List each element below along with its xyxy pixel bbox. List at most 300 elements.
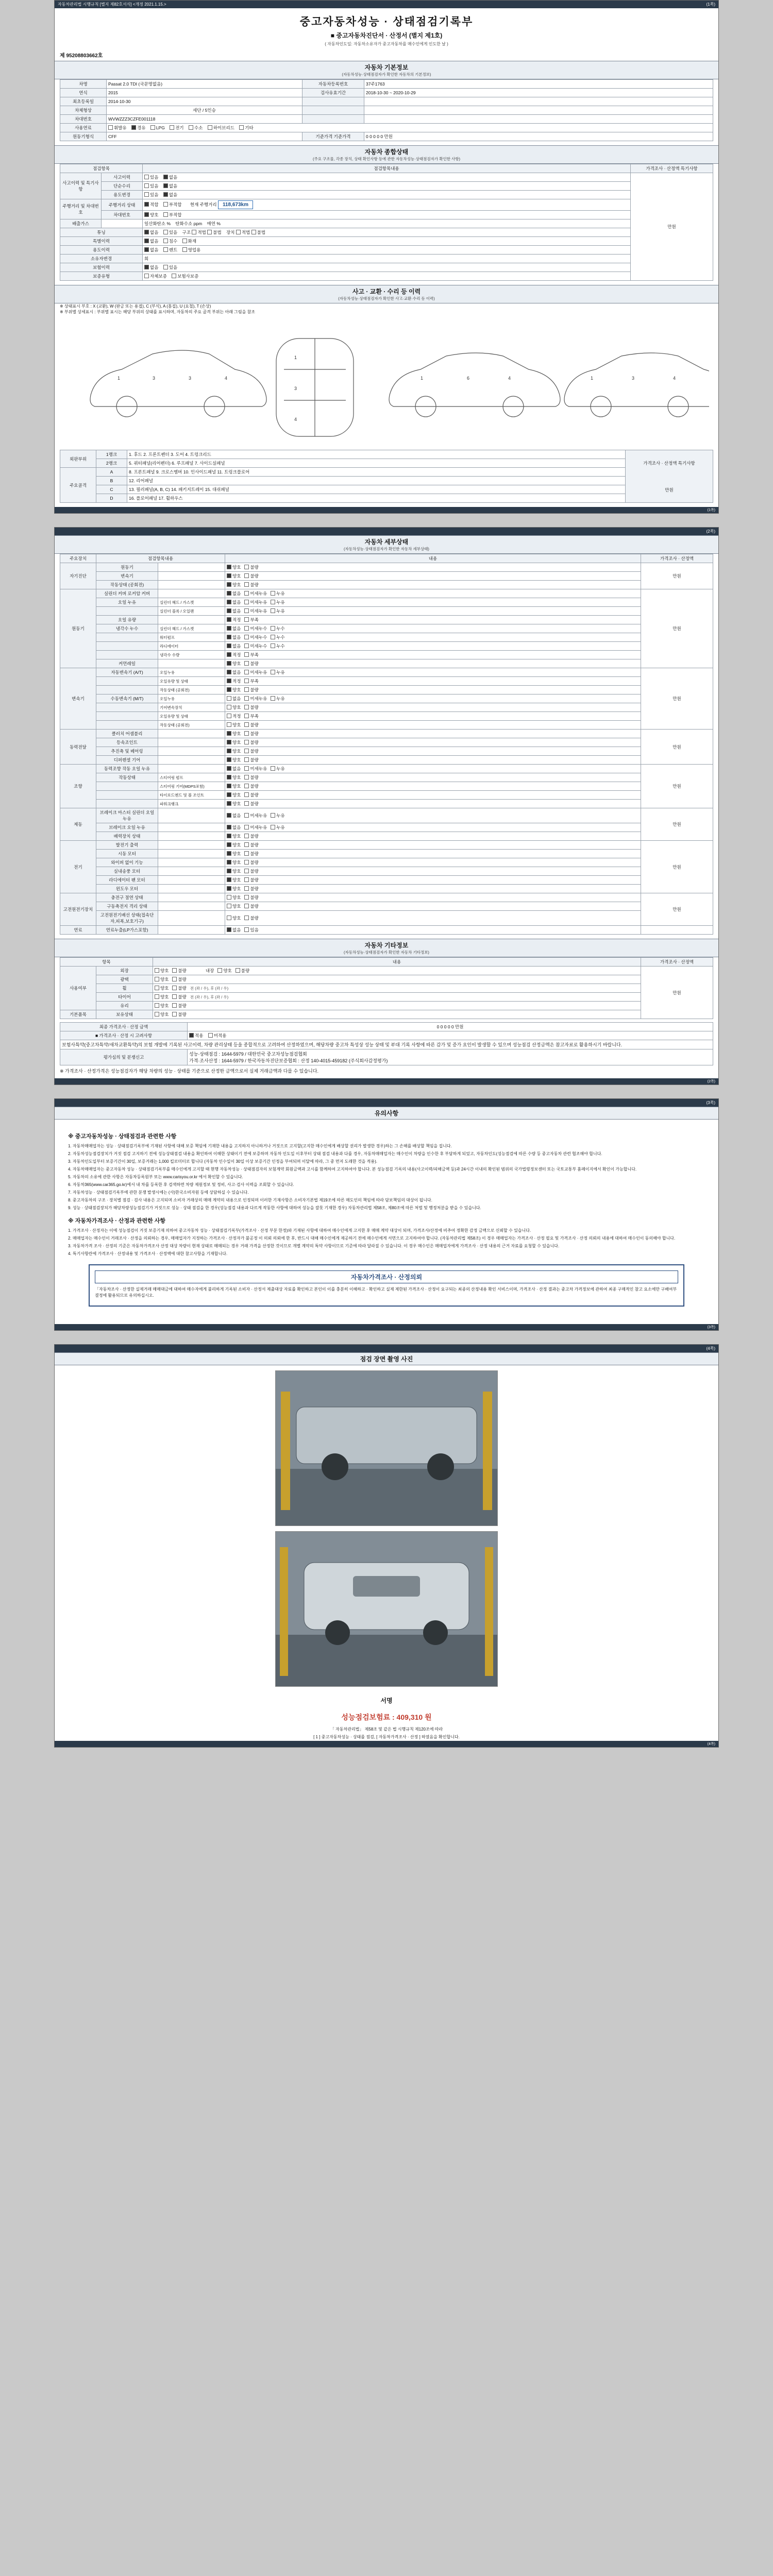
checkbox-icon[interactable] [131,125,136,130]
option-미세누유[interactable] [244,812,267,819]
checkbox-icon[interactable] [227,600,231,604]
checkbox-icon[interactable] [251,230,256,234]
checkbox-icon[interactable] [172,274,176,278]
use-rental[interactable] [163,247,177,253]
option-불량[interactable] [244,687,258,693]
option-양호[interactable] [227,757,241,763]
checkbox-icon[interactable] [244,813,249,818]
checkbox-icon[interactable] [227,801,231,806]
option-없음[interactable] [227,590,241,597]
option-불량[interactable] [244,573,258,579]
option-누유[interactable] [271,669,284,675]
detail-item-options [225,782,641,791]
option-없음[interactable] [227,824,241,831]
checkbox-icon[interactable] [244,687,249,692]
fuel-option-0[interactable] [108,125,127,131]
checkbox-icon[interactable] [208,1033,213,1038]
use-none[interactable] [144,247,158,253]
option-누수[interactable] [271,625,284,632]
checkbox-icon[interactable] [271,643,275,648]
checkbox-icon[interactable] [144,202,149,207]
tuning-device[interactable] [226,229,265,235]
option-없음[interactable] [227,608,241,614]
checkbox-icon[interactable] [189,125,193,130]
checkbox-icon[interactable] [244,904,249,908]
option-불량[interactable] [244,748,258,754]
option-없음[interactable] [227,696,241,702]
option-누유[interactable] [271,590,284,597]
option-양호[interactable] [227,886,241,892]
checkbox-icon[interactable] [244,792,249,797]
option-누수[interactable] [271,634,284,640]
option-불량[interactable] [244,877,258,883]
checkbox-icon[interactable] [227,670,231,674]
option-미세누수[interactable] [244,634,267,640]
option-불량[interactable] [244,833,258,839]
checkbox-icon[interactable] [227,722,231,727]
option-없음[interactable] [227,669,241,675]
checkbox-icon[interactable] [227,740,231,744]
option-양호[interactable] [227,722,241,728]
option-양호[interactable] [227,833,241,839]
checkbox-icon[interactable] [244,600,249,604]
checkbox-icon[interactable] [227,825,231,829]
checkbox-icon[interactable] [227,687,231,692]
option-없음[interactable] [227,625,241,632]
insurance-none[interactable] [144,264,158,270]
option-부족[interactable] [244,713,258,719]
checkbox-icon[interactable] [192,230,196,234]
checkbox-icon[interactable] [227,792,231,797]
checkbox-icon[interactable] [227,877,231,882]
checkbox-icon[interactable] [244,877,249,882]
option-불량[interactable] [244,783,258,789]
option-누유[interactable] [271,599,284,605]
price-survey-applied[interactable] [189,1032,203,1039]
checkbox-icon[interactable] [244,927,249,932]
option-불량[interactable] [172,968,186,974]
option-양호[interactable] [227,783,241,789]
option-없음[interactable] [227,812,241,819]
checkbox-icon[interactable] [244,582,249,587]
option-적정[interactable] [227,652,241,658]
checkbox-icon[interactable] [244,565,249,569]
checkbox-icon[interactable] [244,869,249,873]
option-양호[interactable] [155,968,169,974]
option-label: 양호 [232,842,241,848]
checkbox-icon[interactable] [227,775,231,779]
checkbox-icon[interactable] [144,175,149,179]
option-미세누유[interactable] [244,590,267,597]
option-불량[interactable] [244,722,258,728]
checkbox-icon[interactable] [271,608,275,613]
col-header-3: 가격조사 · 산정액 특기사항 [631,164,713,173]
checkbox-icon[interactable] [227,886,231,891]
warranty-self[interactable] [144,273,167,279]
checkbox-icon[interactable] [244,851,249,856]
option-적정[interactable] [227,617,241,623]
use-commercial[interactable] [182,247,201,253]
checkbox-icon[interactable] [227,696,231,701]
option-양호[interactable] [227,748,241,754]
checkbox-icon[interactable] [236,230,241,234]
option-부족[interactable] [244,678,258,684]
checkbox-icon[interactable] [244,705,249,709]
etc-table [60,957,713,1019]
option-불량[interactable] [244,704,258,710]
checkbox-icon[interactable] [144,212,149,217]
checkbox-icon[interactable] [227,834,231,838]
checkbox-icon[interactable] [182,247,187,252]
accident-legend-2: ※ 부위별 상세표시 : 부위별 표시는 해당 부위의 상태를 표시하며, 자동차의 주요 골격 부위는 아래 그림을 참조 [60,310,256,314]
option-누유[interactable] [271,766,284,772]
checkbox-icon[interactable] [227,749,231,753]
checkbox-icon[interactable] [271,696,275,701]
detail-item-sublabel: 타이로드엔드 및 볼 조인트 [158,791,225,800]
checkbox-icon[interactable] [217,968,222,973]
option-ng[interactable] [163,212,182,218]
option-양호[interactable] [217,968,231,974]
tuning-structure[interactable] [182,229,222,235]
checkbox-icon[interactable] [172,986,177,990]
option-불량[interactable] [244,851,258,857]
option-불량[interactable] [244,859,258,866]
option-불량[interactable] [172,985,186,991]
option-있음[interactable] [244,927,258,933]
checkbox-icon[interactable] [227,705,231,709]
checkbox-icon[interactable] [144,230,149,234]
checkbox-icon[interactable] [244,635,249,639]
option-불량[interactable] [244,894,258,901]
checkbox-icon[interactable] [172,994,177,999]
option-ng[interactable] [163,201,182,208]
option-양호[interactable] [227,660,241,667]
checkbox-icon[interactable] [271,591,275,596]
checkbox-icon[interactable] [244,608,249,613]
checkbox-icon[interactable] [144,265,149,269]
checkbox-icon[interactable] [244,860,249,865]
option-양호[interactable] [155,1003,169,1009]
option-불량[interactable] [244,801,258,807]
checkbox-icon[interactable] [227,652,231,657]
checkbox-icon[interactable] [170,125,174,130]
checkbox-icon[interactable] [155,1003,159,1008]
option-누수[interactable] [271,643,284,649]
notice-section-2-title: ※ 자동차가격조사 · 산정과 관련한 사항 [68,1218,166,1224]
option-양호[interactable] [227,851,241,857]
option-미세누유[interactable] [244,696,267,702]
checkbox-icon[interactable] [144,239,149,243]
checkbox-icon[interactable] [227,757,231,762]
checkbox-icon[interactable] [244,886,249,891]
checkbox-icon[interactable] [108,125,113,130]
option-불량[interactable] [172,994,186,1000]
option-미세누수[interactable] [244,625,267,632]
option-불량[interactable] [244,757,258,763]
option-yes[interactable] [144,174,158,180]
checkbox-icon[interactable] [227,895,231,900]
option-불량[interactable] [244,792,258,798]
checkbox-icon[interactable] [227,904,231,908]
checkbox-icon[interactable] [227,842,231,847]
option-양호[interactable] [227,564,241,570]
checkbox-icon[interactable] [271,626,275,631]
checkbox-icon[interactable] [244,895,249,900]
fuel-option-3[interactable] [170,125,183,131]
checkbox-icon[interactable] [244,801,249,806]
option-미세누수[interactable] [244,643,267,649]
checkbox-icon[interactable] [244,696,249,701]
option-미세누유[interactable] [244,824,267,831]
checkbox-icon[interactable] [244,740,249,744]
checkbox-icon[interactable] [227,766,231,771]
option-양호[interactable] [155,1011,169,1018]
option-불량[interactable] [172,1003,186,1009]
checkbox-icon[interactable] [236,968,240,973]
checkbox-icon[interactable] [144,192,149,197]
option-양호[interactable] [227,894,241,901]
checkbox-icon[interactable] [244,626,249,631]
checkbox-icon[interactable] [271,766,275,771]
checkbox-icon[interactable] [163,183,168,188]
checkbox-icon[interactable] [144,274,149,278]
checkbox-icon[interactable] [227,813,231,818]
checkbox-icon[interactable] [208,125,212,130]
option-미세누유[interactable] [244,599,267,605]
checkbox-icon[interactable] [271,670,275,674]
option-ok[interactable] [144,201,158,208]
checkbox-icon[interactable] [227,617,231,622]
checkbox-icon[interactable] [163,239,168,243]
option-불량[interactable] [244,915,258,921]
checkbox-icon[interactable] [227,731,231,736]
checkbox-icon[interactable] [182,239,187,243]
option-없음[interactable] [227,599,241,605]
checkbox-icon[interactable] [227,784,231,788]
checkbox-icon[interactable] [227,869,231,873]
checkbox-icon[interactable] [244,679,249,683]
fuel-option-6[interactable] [239,125,253,131]
checkbox-icon[interactable] [244,591,249,596]
option-양호[interactable] [227,842,241,848]
fuel-option-1[interactable] [131,125,145,131]
option-불량[interactable] [244,886,258,892]
option-미세누유[interactable] [244,608,267,614]
option-불량[interactable] [244,774,258,781]
option-불량[interactable] [236,968,249,974]
option-양호[interactable] [227,704,241,710]
checkbox-icon[interactable] [227,643,231,648]
checkbox-icon[interactable] [244,573,249,578]
checkbox-icon[interactable] [227,565,231,569]
checkbox-icon[interactable] [155,977,159,981]
option-양호[interactable] [227,573,241,579]
option-없음[interactable] [227,766,241,772]
checkbox-icon[interactable] [244,652,249,657]
insurance-yes[interactable] [163,264,177,270]
option-불량[interactable] [244,660,258,667]
option-불량[interactable] [244,739,258,745]
group-label: 용도이력 [60,246,143,255]
option-양호[interactable] [227,792,241,798]
option-양호[interactable] [155,976,169,982]
option-누유[interactable] [271,812,284,819]
warranty-insurer[interactable] [172,273,198,279]
option-누유[interactable] [271,824,284,831]
option-no[interactable] [163,192,177,198]
option-양호[interactable] [227,915,241,921]
option-양호[interactable] [227,801,241,807]
option-미세누유[interactable] [244,669,267,675]
option-label: 적정 [232,714,241,719]
checkbox-icon[interactable] [163,175,168,179]
checkbox-icon[interactable] [189,1033,194,1038]
option-label: 없음 [232,635,241,640]
checkbox-icon[interactable] [172,1012,177,1016]
checkbox-icon[interactable] [172,968,177,973]
checkbox-icon[interactable] [227,635,231,639]
checkbox-icon[interactable] [244,784,249,788]
checkbox-icon[interactable] [244,670,249,674]
option-누유[interactable] [271,696,284,702]
special-none[interactable] [144,238,158,244]
option-no[interactable] [163,174,177,180]
option-없음[interactable] [227,643,241,649]
checkbox-icon[interactable] [144,247,149,252]
option-yes[interactable] [144,192,158,198]
option-양호[interactable] [227,687,241,693]
checkbox-icon[interactable] [244,834,249,838]
checkbox-icon[interactable] [163,265,168,269]
table-row [60,782,713,791]
checkbox-icon[interactable] [271,825,275,829]
option-미세누유[interactable] [244,766,267,772]
option-불량[interactable] [172,1011,186,1018]
checkbox-icon[interactable] [271,813,275,818]
checkbox-icon[interactable] [244,775,249,779]
checkbox-icon[interactable] [244,757,249,762]
checkbox-icon[interactable] [227,851,231,856]
checkbox-icon[interactable] [144,183,149,188]
checkbox-icon[interactable] [244,916,249,920]
checkbox-icon[interactable] [155,994,159,999]
checkbox-icon[interactable] [244,661,249,666]
option-양호[interactable] [227,877,241,883]
option-불량[interactable] [244,903,258,909]
checkbox-icon[interactable] [227,661,231,666]
checkbox-icon[interactable] [244,731,249,736]
option-불량[interactable] [244,582,258,588]
checkbox-icon[interactable] [163,212,168,217]
checkbox-icon[interactable] [227,860,231,865]
option-없음[interactable] [227,927,241,933]
checkbox-icon[interactable] [244,643,249,648]
checkbox-icon[interactable] [163,230,168,234]
option-없음[interactable] [227,634,241,640]
checkbox-icon[interactable] [155,986,159,990]
table-row [60,246,713,255]
option-적정[interactable] [227,678,241,684]
option-불량[interactable] [244,731,258,737]
option-양호[interactable] [155,985,169,991]
option-양호[interactable] [227,774,241,781]
option-부족[interactable] [244,617,258,623]
option-불량[interactable] [244,564,258,570]
option-부족[interactable] [244,652,258,658]
option-적정[interactable] [227,713,241,719]
special-fire[interactable] [182,238,196,244]
form-legal-ref: 자동차관리법 시행규칙 [별지 제82호서식] <개정 2021.1.15.> [58,2,166,7]
checkbox-icon[interactable] [163,202,168,207]
option-불량[interactable] [244,842,258,848]
checkbox-icon[interactable] [244,842,249,847]
checkbox-icon[interactable] [155,968,159,973]
option-양호[interactable] [155,994,169,1000]
special-flood[interactable] [163,238,177,244]
option-no[interactable] [163,183,177,189]
fuel-option-5[interactable] [208,125,234,131]
option-불량[interactable] [172,976,186,982]
checkbox-icon[interactable] [227,714,231,718]
tuning-yes[interactable] [163,229,177,235]
checkbox-icon[interactable] [150,125,155,130]
checkbox-icon[interactable] [244,825,249,829]
checkbox-icon[interactable] [244,722,249,727]
checkbox-icon[interactable] [172,977,177,981]
checkbox-icon[interactable] [155,1012,159,1016]
checkbox-icon[interactable] [244,766,249,771]
option-양호[interactable] [227,868,241,874]
fuel-option-2[interactable] [150,125,165,130]
checkbox-icon[interactable] [271,600,275,604]
checkbox-icon[interactable] [271,635,275,639]
checkbox-icon[interactable] [227,608,231,613]
checkbox-icon[interactable] [227,679,231,683]
detail-item-sublabel [158,738,225,747]
detail-item-label [96,633,158,642]
option-누유[interactable] [271,608,284,614]
checkbox-icon[interactable] [227,927,231,932]
checkbox-icon[interactable] [227,582,231,587]
option-양호[interactable] [227,731,241,737]
table-header-row [60,958,713,967]
checkbox-icon[interactable] [227,573,231,578]
option-양호[interactable] [227,859,241,866]
checkbox-icon[interactable] [244,749,249,753]
checkbox-icon[interactable] [163,247,168,252]
option-양호[interactable] [227,903,241,909]
option-yes[interactable] [144,183,158,189]
price-survey-not-applied[interactable] [208,1032,227,1039]
tuning-none[interactable] [144,229,158,235]
option-불량[interactable] [244,868,258,874]
option-양호[interactable] [227,739,241,745]
checkbox-icon[interactable] [227,591,231,596]
checkbox-icon[interactable] [227,626,231,631]
checkbox-icon[interactable] [239,125,244,130]
checkbox-icon[interactable] [172,1003,177,1008]
checkbox-icon[interactable] [163,192,168,197]
checkbox-icon[interactable] [227,916,231,920]
option-ok[interactable] [144,212,158,218]
checkbox-icon[interactable] [244,714,249,718]
option-label: 있음 [169,265,178,270]
option-label: 불량 [178,968,187,973]
fuel-option-4[interactable] [189,125,203,131]
option-양호[interactable] [227,582,241,588]
checkbox-icon[interactable] [244,617,249,622]
checkbox-icon[interactable] [207,230,212,234]
